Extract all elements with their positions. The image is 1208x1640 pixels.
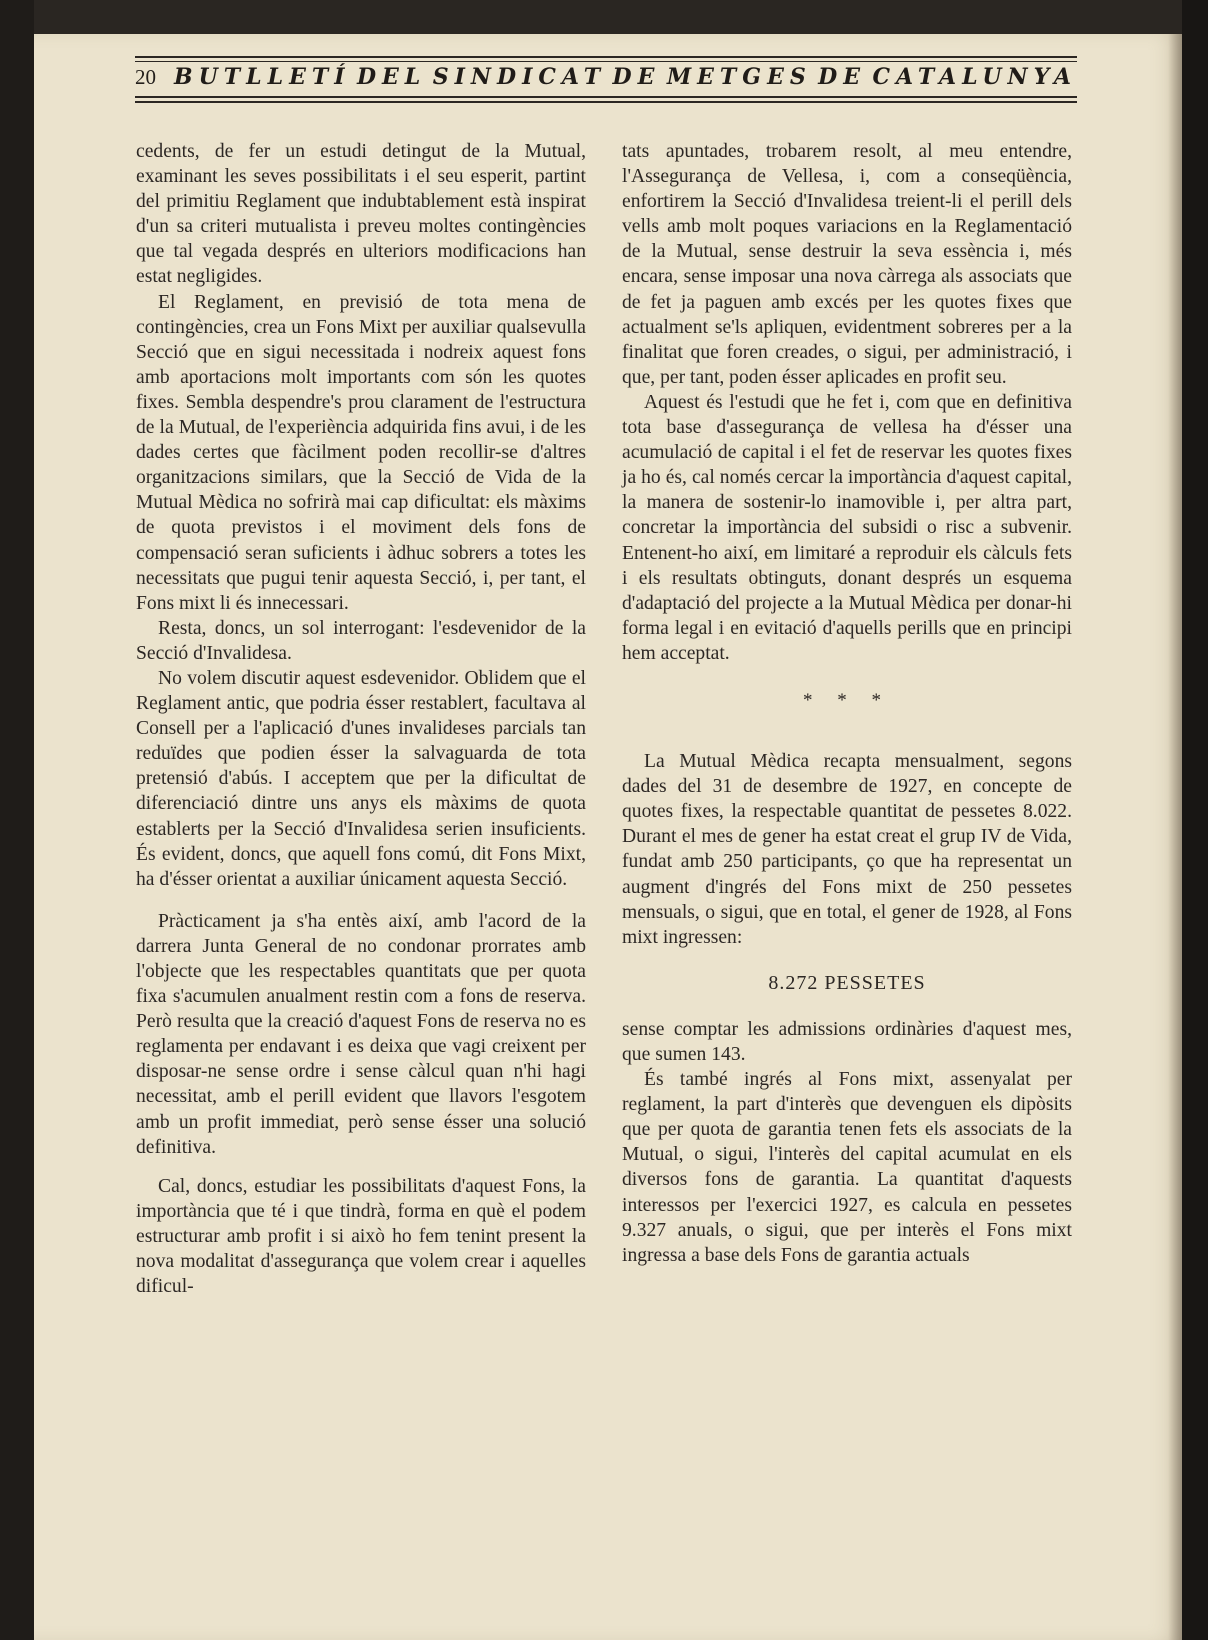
left-column (136, 139, 586, 1299)
title-word: SINDICAT (432, 64, 607, 90)
body-paragraph: cedents, de fer un estudi detingut de la Mutual, examinant les seves possibilitats i el seu esperit, partint del primitiu Reglament que indubtablement està inspirat d'un sa criteri mutualista i preveu moltes contingències que tal vegada després en ulteriors modificacions han estat negligides. (136, 141, 586, 288)
body-paragraph: Cal, doncs, estudiar les possibilitats d'aquest Fons, la importància que té i que tindrà, forma en què el podem estructurar amb profit i si això ho fem tenint present la nova modalitat d'assegurança que volem crear i aquelles dificul- (136, 1175, 586, 1298)
body-paragraph: La Mutual Mèdica recapta mensualment, segons dades del 31 de desembre de 1927, en concepte de quotes fixes, la respectable quantitat de pessetes 8.022. Durant el mes de gener ha estat creat el grup IV de Vida, fundat amb 250 participants, ço que ha representat un augment d'ingrés del Fons mixt de 250 pessetes mensuals, o sigui, que en total, el gener de 1928, al Fons mixt ingressen: (622, 751, 1072, 948)
header-rules-bottom (135, 96, 1077, 103)
title-word: DE (818, 64, 867, 90)
page-fold-shadow (1168, 34, 1182, 1640)
running-header (135, 56, 1077, 103)
right-column (622, 139, 1072, 1268)
title-word: DEL (356, 64, 427, 90)
title-word: METGES (666, 64, 812, 90)
scan-border-left (0, 0, 34, 1640)
title-word: CATALUNYA (872, 64, 1077, 90)
body-paragraph: Resta, doncs, un sol interrogant: l'esdevenidor de la Secció d'Invalidesa. (136, 617, 586, 664)
body-paragraph: Aquest és l'estudi que he fet i, com que en definitiva tota base d'assegurança de vellesa ha d'ésser una acumulació de capital i el fet de reservar les quotes fixes ja ho és, cal només cercar la importància d'aquest capital, la manera de sostenir-lo inamovible i, per altra part, concretar la importància del subsidi o risc a subvenir. Entenent-ho així, em limitaré a reproduir els càlculs fets i els resultats obtinguts, donant després un esquema d'adaptació del projecte a la Mutual Mèdica per donar-hi forma legal i en evitació d'aquells perills que en principi hem acceptat. (622, 391, 1072, 664)
body-paragraph: No volem discutir aquest esdevenidor. Oblidem que el Reglament antic, que podria ésser restablert, facultava al Consell per a l'aplicació d'unes invalideses parcials tan reduïdes que podien ésser la salvaguarda de tota pretensió d'abús. I acceptem que per la dificultat de diferenciació dintre uns anys els màxims de quota establerts per la Secció d'Invalidesa serien insuficients. És evident, doncs, que aquell fons comú, dit Fons Mixt, ha d'ésser orientat a auxiliar únicament aquesta Secció. (136, 667, 586, 890)
journal-title (174, 64, 1077, 90)
page-number: 20 (135, 65, 156, 89)
body-paragraph: tats apuntades, trobarem resolt, al meu entendre, l'Assegurança de Vellesa, i, com a conseqüència, enfortirem la Secció d'Invalidesa treient-li el perill dels vells amb molt poques variacions en la Reglamentació de la Mutual, sense destruir la seva essència i, més encara, sense imposar una nova càrrega als associats que de fet ja paguen amb excés per les quotes fixes que actualment se'ls apliquen, evidentment sobreres per a la finalitat que foren creades, o sigui, per administració, i que, per tant, poden ésser aplicades en profit seu. (622, 141, 1072, 388)
body-paragraph: El Reglament, en previsió de tota mena de contingències, crea un Fons Mixt per auxiliar qualsevulla Secció que en sigui necessitada i nodreix aquest fons amb aportacions molt importants com són les quotes fixes. Sembla despendre's prou clarament de l'estructura de la Mutual, de l'experiència adquirida fins avui, i de les dades certes que fàcilment poden recollir-se d'altres organitzacions similars, que la Secció de Vida de la Mutual Mèdica no sofrirà mai cap dificultat: els màxims de quota previstos i el moviment dels fons de compensació seran suficients i àdhuc sobrers a totes les necessitats que pugui tenir aquesta Secció, i, per tant, el Fons mixt li és innecessari. (136, 291, 586, 614)
title-word: BUTLLETÍ (174, 64, 351, 90)
header-rule-bottom (135, 96, 1077, 98)
body-paragraph: sense comptar les admissions ordinàries d'aquest mes, que sumen 143. (622, 1018, 1072, 1065)
header-rule-top (135, 56, 1077, 58)
body-paragraph: És també ingrés al Fons mixt, assenyalat per reglament, la part d'interès que devenguen els dipòsits que per quota de garantia tenen fets els associats de la Mutual, o sigui, l'interès del capital acumulat en els diversos fons de garantia. La quantitat d'aquests interessos per l'exercici 1927, es calcula en pessetes 9.327 anuals, o sigui, que per interès el Fons mixt ingressa a base dels Fons de garantia actuals (622, 1069, 1072, 1266)
scan-border-right (1182, 0, 1208, 1640)
title-word: DE (612, 64, 661, 90)
header-rule-bottom-thin (135, 101, 1077, 103)
header-row (135, 62, 1077, 96)
body-paragraph: Pràcticament ja s'ha entès així, amb l'acord de la darrera Junta General de no condonar prorrates amb l'objecte que les respectables quantitats que per quota fixa s'acumulen anualment restin com a fons de reserva. Però resulta que la creació d'aquest Fons de reserva no es reglamenta per endavant i es deixa que vagi creixent per disposar-ne sense ordre i sense càlcul quan n'hi hagi necessitat, amb el perill evident que llavors l'esgotem amb un profit immediat, però sense ésser una solució definitiva. (136, 910, 586, 1158)
amount-highlight: 8.272 PESSETES (768, 971, 926, 994)
section-break: * * * (803, 689, 891, 711)
